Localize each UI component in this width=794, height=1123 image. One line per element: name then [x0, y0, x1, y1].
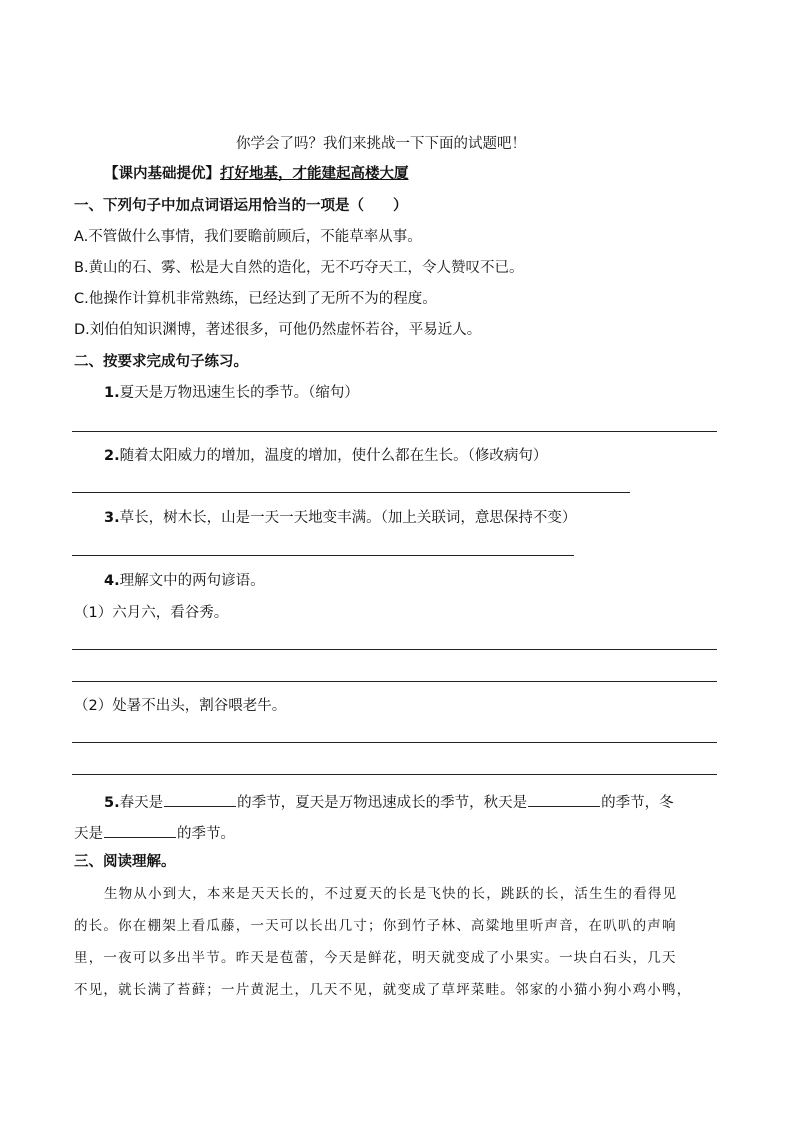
- q1-option-b: B.黄山的石、雾、松是大自然的造化，无不巧夺天工，令人赞叹不已。: [74, 260, 524, 276]
- fill-text-5: 的季节。: [177, 826, 235, 842]
- q2-item-4-text: 理解文中的两句谚语。: [119, 573, 265, 589]
- section-bracket: 【课内基础提优】: [104, 166, 220, 182]
- fill-text-2: 的季节，夏天是万物迅速成长的季节，秋天是: [237, 795, 528, 811]
- passage-line-1: 生物从小到大，本来是天天长的，不过夏天的长是飞快的长，跳跃的长，活生生的看得见: [104, 886, 678, 902]
- q1-option-c: C.他操作计算机非常熟练，已经达到了无所不为的程度。: [74, 291, 437, 307]
- q2-item-3-num: 3.: [104, 510, 120, 526]
- fill-text-1: 春天是: [119, 795, 164, 811]
- fill-blank-3[interactable]: [104, 821, 176, 838]
- q1-title: 一、下列句子中加点词语运用恰当的一项是（ ）: [74, 198, 408, 214]
- q2-title: 二、按要求完成句子练习。: [74, 354, 248, 370]
- answer-line-2[interactable]: [72, 492, 630, 493]
- passage-line-2: 的长。你在棚架上看瓜藤，一天可以长出几寸；你到竹子林、高粱地里听声音，在叭叭的声响: [74, 918, 677, 934]
- q3-title: 三、阅读理解。: [74, 854, 176, 870]
- answer-line-4a[interactable]: [72, 649, 717, 650]
- q2-item-3: [104, 508, 576, 528]
- q1-option-a: A.不管做什么事情，我们要瞻前顾后，不能草率从事。: [74, 229, 422, 245]
- q2-item-2-text: 随着太阳威力的增加，温度的增加，使什么都在生长。（修改病句）: [119, 448, 548, 464]
- fill-blank-2[interactable]: [528, 790, 600, 807]
- fill-text-4: 天是: [74, 826, 103, 842]
- answer-line-1[interactable]: [72, 431, 717, 432]
- q2-item-2-num: 2.: [104, 448, 120, 464]
- q2-item-5: [104, 790, 674, 813]
- q2-item-2: [104, 446, 547, 466]
- q2-item-3-text: 草长，树木长，山是一天一天地变丰满。（加上关联词，意思保持不变）: [119, 510, 577, 526]
- q2-item-1-text: 夏天是万物迅速生长的季节。（缩句）: [119, 385, 359, 401]
- q2-item-5-num: 5.: [104, 795, 120, 811]
- fill-blank-1[interactable]: [164, 790, 236, 807]
- q1-option-d: D.刘伯伯知识渊博，著述很多，可他仍然虚怀若谷，平易近人。: [74, 322, 482, 338]
- q2-item-1: [104, 383, 359, 403]
- passage-line-4: 不见，就长满了苔藓；一片黄泥土，几天不见，就变成了草坪菜畦。邻家的小猫小狗小鸡小鸭，: [74, 982, 692, 998]
- q2-item-4-num: 4.: [104, 573, 120, 589]
- fill-text-3: 的季节，冬: [601, 795, 674, 811]
- answer-line-5b[interactable]: [72, 774, 717, 775]
- q2-item-1-num: 1.: [104, 385, 120, 401]
- answer-line-5a[interactable]: [72, 742, 717, 743]
- section-header: [104, 164, 409, 184]
- section-slogan: 打好地基，才能建起高楼大厦: [220, 166, 409, 182]
- answer-line-4b[interactable]: [72, 681, 717, 682]
- q2-item-4: [104, 571, 265, 591]
- q2-item-5-cont: [74, 821, 235, 844]
- passage-line-3: 里，一夜可以多出半节。昨天是苞蕾，今天是鲜花，明天就变成了小果实。一块白石头，几天: [74, 950, 677, 966]
- proverb-1: （1）六月六，看谷秀。: [74, 605, 229, 621]
- answer-line-3[interactable]: [72, 555, 574, 556]
- proverb-2: （2）处暑不出头，割谷喂老牛。: [74, 698, 287, 714]
- intro-line: 你学会了吗？我们来挑战一下下面的试题吧！: [236, 136, 526, 152]
